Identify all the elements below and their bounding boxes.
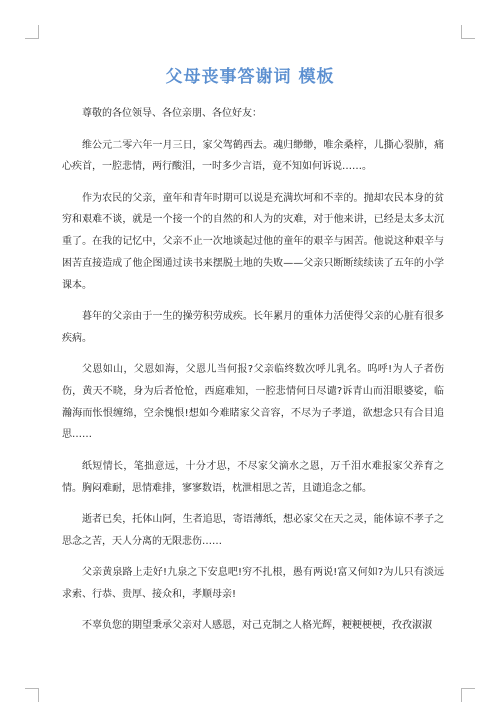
paragraph: 暮年的父亲由于一生的操劳积劳成疾。长年累月的重体力活使得父亲的心脏有很多疾病。 bbox=[62, 311, 444, 344]
paragraph: 作为农民的父亲，童年和青年时期可以说是充满坎坷和不幸的。抛却农民本身的贫穷和艰难不谈，就是一个接一个的自然的和人为的灾难，对于他来讲，已经是太多太沉重了。在我的记忆中，父亲不止一次地谈起过他的童年的艰辛与困苦。他说这种艰辛与困苦直接造成了他企图通过读书来摆脱土地的失败——父亲只断断续续读了五年的小学课本。 bbox=[62, 192, 444, 291]
paragraph: 纸短情长，笔拙意远，十分才思，不尽家父滴水之恩，万千泪水难报家父养育之情。胸闷难耐，思情难排，寥寥数语，枕泄相思之苦，且谴追念之郁。 bbox=[62, 460, 444, 494]
crop-mark-bottom-left-h bbox=[25, 688, 39, 689]
crop-mark-bottom-right-h bbox=[461, 688, 475, 689]
paragraph: 父亲黄泉路上走好!九泉之下安息吧!穷不扎根，愚有两说!富又何如?为儿只有淡远求索、行恭、贵厚、接众和，孝顺母亲! bbox=[62, 567, 444, 600]
crop-mark-top-left-v bbox=[38, 25, 39, 39]
crop-mark-bottom-right-v bbox=[461, 688, 462, 702]
paragraph: 维公元二零六年一月三日，家父驾鹤西去。魂归缈缈，唯余桑梓，儿撕心裂肺，痛心疾首，一腔悲情，两行酸泪，一时多少言语，竟不知如何诉说……。 bbox=[62, 139, 444, 173]
paragraph: 逝者已矣，托体山阿，生者追思，寄语薄纸，想必家父在天之灵，能体谅不孝子之思念之苦，天人分离的无限悲伤…… bbox=[62, 514, 444, 547]
paragraph-salutation: 尊敬的各位领导、各位亲朋、各位好友： bbox=[82, 108, 262, 119]
paragraph: 不辜负您的期望秉承父亲对人感恩，对己克制之人格光辉，粳粳梗梗，孜孜淑淑 bbox=[82, 620, 432, 632]
document-title: 父母丧事答谢词 模板 bbox=[165, 67, 335, 87]
crop-mark-top-right-v bbox=[461, 25, 462, 39]
document-body bbox=[62, 103, 444, 647]
crop-mark-top-right-h bbox=[461, 38, 475, 39]
paragraph: 父恩如山，父恩如海，父恩儿当何报?父亲临终数次呼儿乳名。呜呼!为人子者伤伤，黄天不晓，身为后者怆怆，西庭难知，一腔悲情何日尽谴?诉青山而泪眼婆娑，临瀚海而怅恨缠绵，空余愧恨!想如今难睹家父音容，不尽为子孝道，欲想念只有合目追思…… bbox=[62, 364, 444, 441]
crop-mark-top-left-h bbox=[25, 38, 39, 39]
crop-mark-bottom-left-v bbox=[38, 688, 39, 702]
